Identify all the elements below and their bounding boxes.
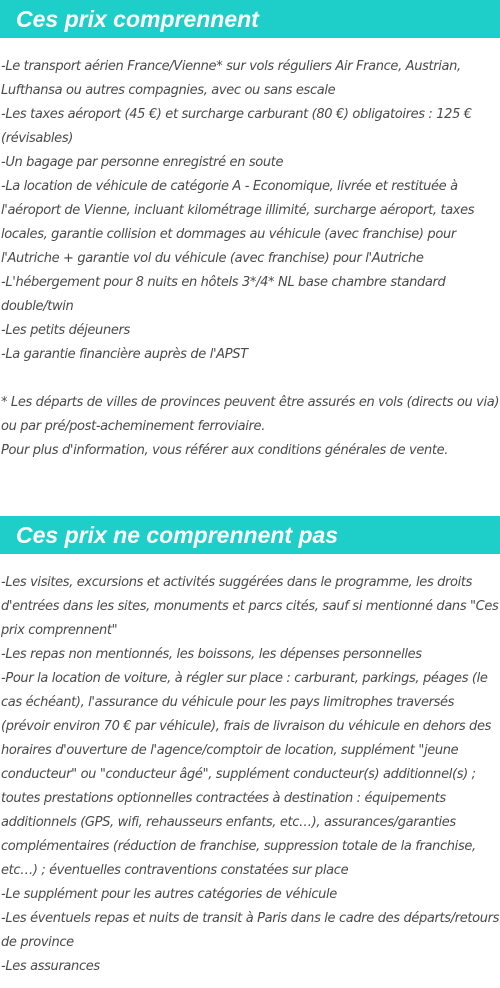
spacer bbox=[1, 367, 500, 391]
included-item-car-rental: -La location de véhicule de catégorie A - Economique, livrée et restituée à l'aéroport de Vienne, incluant kilométrage illimité, surcharge aéroport, taxes locales, garantie collision et dommages au véhicule (avec franchise) pour l'Autriche + garantie vol du véhicule (avec franchise) pour l'Autriche bbox=[1, 179, 475, 266]
included-content bbox=[0, 38, 500, 463]
included-item-baggage: -Un bagage par personne enregistré en soute bbox=[1, 155, 284, 170]
included-item-taxes: -Les taxes aéroport (45 €) et surcharge carburant (80 €) obligatoires : 125 € (révisables) bbox=[1, 107, 472, 146]
included-item-accommodation: -L'hébergement pour 8 nuits en hôtels 3*/4* NL base chambre standard double/twin bbox=[1, 275, 446, 314]
included-more-info: Pour plus d'information, vous référer aux conditions générales de vente. bbox=[1, 443, 449, 458]
excluded-item-vehicle-category: -Le supplément pour les autres catégories de véhicule bbox=[1, 887, 337, 902]
excluded-content bbox=[0, 554, 500, 979]
included-section bbox=[0, 0, 500, 463]
excluded-item-insurance: -Les assurances bbox=[1, 959, 100, 974]
included-item-transport: -Le transport aérien France/Vienne* sur vols réguliers Air France, Austrian, Lufthansa ou autres compagnies, avec ou sans escale bbox=[1, 59, 461, 98]
included-item-breakfast: -Les petits déjeuners bbox=[1, 323, 130, 338]
included-note: * Les départs de villes de provinces peuvent être assurés en vols (directs ou via) ou par pré/post-acheminement ferroviaire. bbox=[1, 395, 500, 434]
excluded-section bbox=[0, 516, 500, 979]
excluded-item-visits: -Les visites, excursions et activités suggérées dans le programme, les droits d'entrées dans les sites, monuments et parcs cités, sauf si mentionné dans "Ces prix comprennent" bbox=[1, 575, 499, 638]
excluded-item-car-fees: -Pour la location de voiture, à régler sur place : carburant, parkings, péages (le cas échéant), l'assurance du véhicule pour les pays limitrophes traversés (prévoir environ 70 € par véhicule), frais de livraison du véhicule en dehors des horaires d'ouverture de l'agence/comptoir de location, supplément "jeune conducteur" ou "conducteur âgé", supplément conducteur(s) additionnel(s) ; toutes prestations optionnelles contractées à destination : équipements additionnels (GPS, wifi, rehausseurs enfants, etc…), assurances/garanties complémentaires (réduction de franchise, suppression totale de la franchise, etc…) ; éventuelles contraventions constatées sur place bbox=[1, 671, 492, 878]
excluded-item-meals: -Les repas non mentionnés, les boissons, les dépenses personnelles bbox=[1, 647, 422, 662]
excluded-title: Ces prix ne comprennent pas bbox=[0, 516, 500, 554]
included-item-guarantee: -La garantie financière auprès de l'APST bbox=[1, 347, 248, 362]
included-title: Ces prix comprennent bbox=[0, 0, 500, 38]
excluded-item-transit: -Les éventuels repas et nuits de transit à Paris dans le cadre des départs/retours de province bbox=[1, 911, 500, 950]
